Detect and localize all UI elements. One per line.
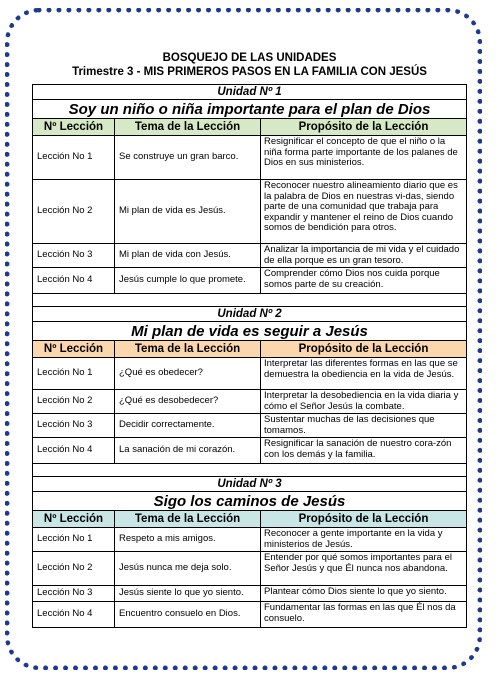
unit-label: Unidad Nº 2 xyxy=(33,307,467,322)
lesson-number: Lección No 2 xyxy=(33,552,115,586)
lesson-purpose: Interpretar las diferentes formas en las que se demuestra la obediencia en la vida de Jesús. xyxy=(261,358,467,390)
lesson-purpose: Sustentar muchas de las decisiones que tomamos. xyxy=(261,414,467,438)
lesson-number: Lección No 4 xyxy=(33,602,115,628)
lesson-purpose: Resignificar la sanación de nuestro cora-zón con los demás y la familia. xyxy=(261,438,467,464)
lesson-purpose: Plantear cómo Dios siente lo que yo siento. xyxy=(261,586,467,602)
unit-label: Unidad Nº 3 xyxy=(33,477,467,492)
lesson-number: Lección No 3 xyxy=(33,586,115,602)
lesson-topic: ¿Qué es desobedecer? xyxy=(115,390,261,414)
lesson-number: Lección No 3 xyxy=(33,414,115,438)
lesson-topic: Jesús siente lo que yo siento. xyxy=(115,586,261,602)
lesson-number: Lección No 2 xyxy=(33,390,115,414)
column-header-tema: Tema de la Lección xyxy=(115,341,261,358)
lesson-purpose: Fundamentar las formas en las que Él nos da consuelo. xyxy=(261,602,467,628)
lesson-topic: Jesús cumple lo que promete. xyxy=(115,268,261,294)
table-row xyxy=(33,414,467,438)
lesson-purpose: Comprender cómo Dios nos cuida porque somos parte de su creación. xyxy=(261,268,467,294)
table-row xyxy=(33,244,467,268)
lesson-topic: Se construye un gran barco. xyxy=(115,136,261,180)
column-header-row xyxy=(33,341,467,358)
column-header-proposito: Propósito de la Lección xyxy=(261,341,467,358)
lesson-purpose: Entender por qué somos importantes para el Señor Jesús y que Él nunca nos abandona. xyxy=(261,552,467,586)
unit-separator xyxy=(33,294,467,307)
table-row xyxy=(33,180,467,244)
column-header-leccion: Nº Lección xyxy=(33,341,115,358)
lesson-number: Lección No 1 xyxy=(33,528,115,552)
column-header-leccion: Nº Lección xyxy=(33,119,115,136)
table-row xyxy=(33,136,467,180)
unit-title: Soy un niño o niña importante para el plan de Dios xyxy=(33,100,467,119)
column-header-row xyxy=(33,511,467,528)
table-row xyxy=(33,528,467,552)
table-row xyxy=(33,438,467,464)
lesson-number: Lección No 3 xyxy=(33,244,115,268)
document-title: BOSQUEJO DE LAS UNIDADES xyxy=(162,52,337,64)
lesson-purpose: Resignificar el concepto de que el niño o la niña forma parte importante de los palanes de Dios en sus ministerios. xyxy=(261,136,467,180)
table-row xyxy=(33,390,467,414)
lesson-purpose: Reconocer a gente importante en la vida y ministerios de Jesús. xyxy=(261,528,467,552)
lesson-number: Lección No 4 xyxy=(33,438,115,464)
lesson-topic: Respeto a mis amigos. xyxy=(115,528,261,552)
lesson-topic: Mi plan de vida con Jesús. xyxy=(115,244,261,268)
lesson-number: Lección No 4 xyxy=(33,268,115,294)
lesson-topic: La sanación de mi corazón. xyxy=(115,438,261,464)
lesson-topic: Mi plan de vida es Jesús. xyxy=(115,180,261,244)
column-header-proposito: Propósito de la Lección xyxy=(261,119,467,136)
lesson-topic: Decidir correctamente. xyxy=(115,414,261,438)
lesson-topic: Jesús nunca me deja solo. xyxy=(115,552,261,586)
unit-title: Mi plan de vida es seguir a Jesús xyxy=(33,322,467,341)
column-header-tema: Tema de la Lección xyxy=(115,119,261,136)
unit-title: Sigo los caminos de Jesús xyxy=(33,492,467,511)
lesson-number: Lección No 1 xyxy=(33,358,115,390)
lesson-purpose: Interpretar la desobediencia en la vida diaria y cómo el Señor Jesús la combate. xyxy=(261,390,467,414)
document-subtitle: Trimestre 3 - MIS PRIMEROS PASOS EN LA FAMILIA CON JESÚS xyxy=(72,66,427,78)
column-header-tema: Tema de la Lección xyxy=(115,511,261,528)
table-row xyxy=(33,268,467,294)
lesson-number: Lección No 2 xyxy=(33,180,115,244)
lesson-topic: ¿Qué es obedecer? xyxy=(115,358,261,390)
units-outline-table xyxy=(32,84,467,628)
table-row xyxy=(33,552,467,586)
lesson-number: Lección No 1 xyxy=(33,136,115,180)
lesson-purpose: Reconocer nuestro alineamiento diario que es la palabra de Dios en nuestras vi-das, siendo parte de una comunidad que trabaja para expandir y mantener el reino de Dios cuando somos de bendición para otros. xyxy=(261,180,467,244)
table-row xyxy=(33,358,467,390)
unit-label: Unidad Nº 1 xyxy=(33,85,467,100)
unit-separator xyxy=(33,464,467,477)
table-row xyxy=(33,602,467,628)
lesson-topic: Encuentro consuelo en Dios. xyxy=(115,602,261,628)
column-header-leccion: Nº Lección xyxy=(33,511,115,528)
table-row xyxy=(33,586,467,602)
column-header-row xyxy=(33,119,467,136)
lesson-purpose: Analizar la importancia de mi vida y el cuidado de ella porque es un gran tesoro. xyxy=(261,244,467,268)
column-header-proposito: Propósito de la Lección xyxy=(261,511,467,528)
